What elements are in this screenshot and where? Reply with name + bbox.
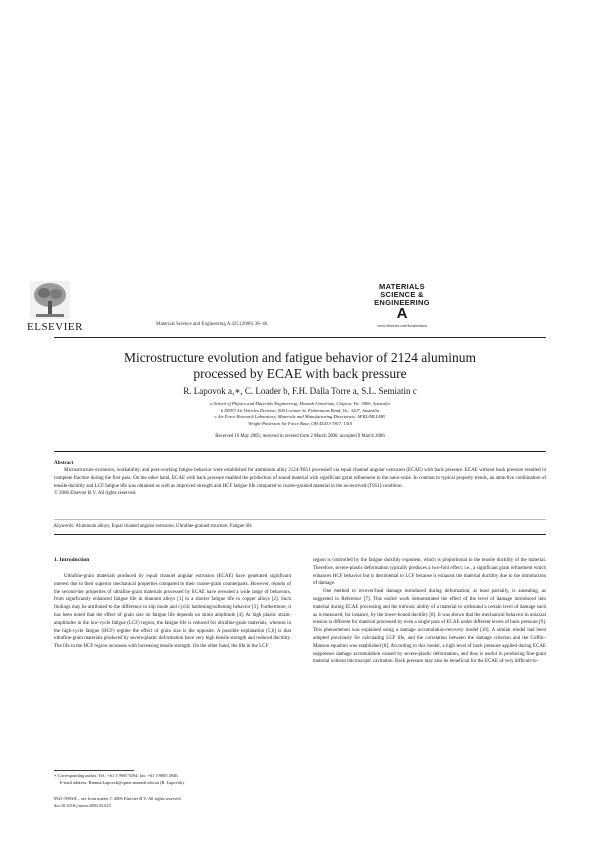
issn-line: 0921-5093/$ – see front matter © 2006 Elsevier B.V. All rights reserved. [54,796,182,801]
keywords [54,524,546,529]
abstract-copyright: © 2006 Elsevier B.V. All rights reserved. [54,491,137,497]
author-list: R. Lapovok a,∗, C. Loader b, F.H. Dalla Torre a, S.L. Semiatin c [183,386,417,396]
journal-logo [352,283,452,335]
paragraph: region is controlled by the fatigue ductility exponent, which is proportional to the tensile ductility of the material. Therefore, severe-plastic deformation typically produces a two-fold effect, i.e., a significant grain refinement which enhances HCF behavior but is detrimental to LCF because it exhausts the material ductility due to the introduction of damage. [313,558,546,587]
footnote-rule [54,770,134,771]
footnote [54,773,291,786]
keywords-label: Keywords: [54,524,75,529]
affiliation-b: b DSTO Air Vehicles Division, 506 Lorimer St. Fishermans Bend, Vic. 3207, Australia [220,407,380,413]
email-address: E-mail address: Rimma.Lapovok@spme.monash.edu.au (R. Lapovok). [60,779,185,785]
left-column [54,573,291,651]
received-dates: Received 16 May 2005; received in revised form 2 March 2006; accepted 9 March 2006 [215,434,385,439]
affiliation-c: c Air Force Research Laboratory, Materials and Manufacturing Directorate, AFRL/MLLMP, [214,414,386,419]
abstract-body [54,467,546,498]
journal-logo-letter: A [396,305,408,322]
paragraph: One method to recover/heal damage introduced during deformation, at least partially, is annealing, as suggested in Reference [7]. This earlier work demonstrated the effect of the level of damage introduced into material during ECAE processing and the intrinsic ability of a material to withstand a certain level of damage such as is measured, for instance, by the lower-bound ductility [8]. It was shown that the mechanical behavior in uniaxial tension is different for material processed by even a single pass of ECAE under different levels of back pressure [9]. This phenomenon was explained using a damage accumulation-recovery model [10]. A similar model had been adopted previously for calculating LCF life, and the correlation between the damage criterion and the Coffin–Manson equation was established [8]. According to this model, a high level of back pressure applied during ECAE suppresses damage accumulation caused by severe-plastic deformation, and thus is useful in producing fine-grain material without microscopic cavitation. Back pressure may also be beneficial for the ECAE of very difficult-to- [313,589,546,665]
header-rule [54,337,546,338]
journal-logo-line2: SCIENCE & [380,290,424,299]
affiliation-c-cont: Wright-Patterson Air Force Base, OH 45433-7817, USA [248,420,352,426]
elsevier-wordmark: ELSEVIER [27,321,83,333]
body-rule [54,534,546,535]
journal-logo-line3: ENGINEERING [374,298,430,307]
journal-logo-line1: MATERIALS [379,282,425,291]
title-line-2: processed by ECAE with back pressure [193,366,407,381]
abstract-rule [54,451,546,452]
journal-reference: Materials Science and Engineering A 425 (2006) 36–46 [156,322,268,327]
abstract-heading: Abstract [54,460,74,466]
paper-title [60,350,540,382]
front-matter [54,796,291,809]
doi-line: doi:10.1016/j.msea.2006.03.023 [54,802,111,808]
keywords-rule [54,519,546,520]
section-heading-introduction: 1. Introduction [54,557,90,563]
paragraph: Ultrafine-grain materials produced by equal channel angular extrusion (ECAE) have generated significant interest due to their superior mechanical properties compared to their coarse-grain counterparts. However, reports of the second-tier properties of ultrafine-grain materials processed by ECAE have revealed a wide range of behaviors, from significantly enhanced fatigue life in titanium alloys [1] to a shorter fatigue life in copper alloys [2]. Such findings may be attributed to the difference in slip mode and cyclic hardening/softening behavior [3]. Furthermore, it has been noted that the effect of grain size on fatigue life depends on strain amplitude [4]. At high plastic strain-amplitudes in the low-cycle fatigue (LCF) region, the fatigue life is reduced for ultrafine-grain materials, whereas in the high-cycle fatigue (HCF) regime the effect of grain size is the opposite. A possible explanation [5,6] is that ultrafine-grain materials produced by severe-plastic deformation have very high tensile strength and reduced ductility. The life in the HCF region increases with increasing tensile strength. On the other hand, the life in the LCF [54,574,291,650]
affiliation-a: a School of Physics and Materials Engineering, Monash University, Clayton, Vic. 3800, Australia [210,401,390,406]
journal-url: www.elsevier.com/locate/msea [377,323,427,328]
keywords-list: Aluminum alloys; Equal channel angular extrusion; Ultrafine-grained structure; Fatigue life [75,524,252,529]
elsevier-tree-icon [30,281,70,319]
title-line-1: Microstructure evolution and fatigue behavior of 2124 aluminum [123,350,477,365]
abstract-text: Microstructure evolution, workability, and post-working fatigue behavior were established for aluminum alloy 2124-T851 processed via equal channel angular extrusion (ECAE) with back pressure. ECAE without back pressure resulted in complete fracture during the first pass. On the other hand, ECAE with back pressure enabled the production of sound material with significant grain refinement to the nano-scale. In contrast to typical property trends, an attractive combination of tensile ductility and LCF fatigue life was obtained as well as improved strength and HCF fatigue life compared to coarse-grained material in the as-received (T851) condition. [54,468,546,489]
corresponding-author: ∗ Corresponding author. Tel.: +61 3 9905 9294; fax: +61 3 9905 4940. [54,773,179,778]
right-column [313,557,546,666]
elsevier-logo [27,281,83,337]
